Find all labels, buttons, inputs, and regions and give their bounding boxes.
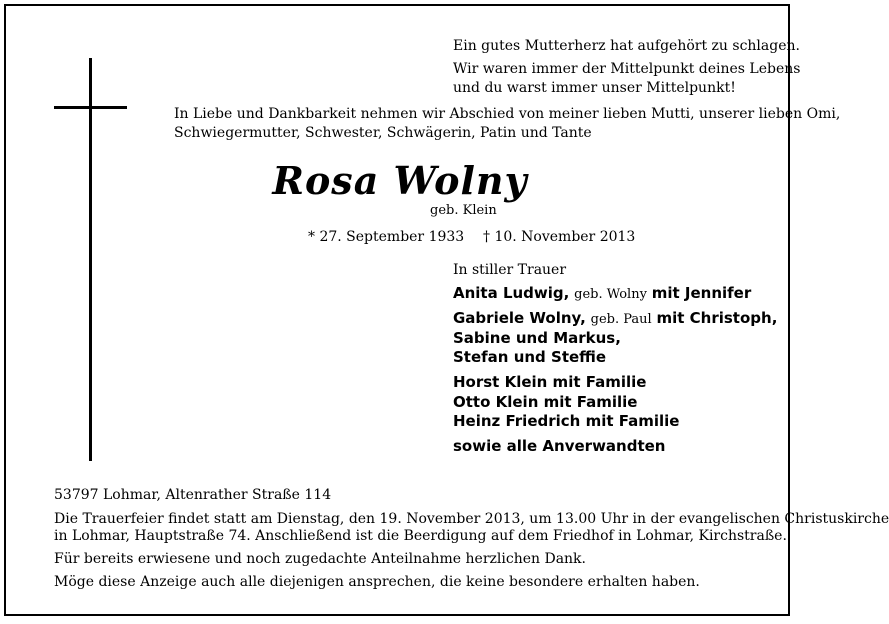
cross-icon: [89, 58, 92, 461]
mourner-gabriele: [453, 308, 777, 330]
mourner-relatives: sowie alle Anverwandten: [453, 437, 666, 455]
mourner-anita-name: Anita Ludwig,: [453, 284, 570, 302]
mourner-horst: Horst Klein mit Familie: [453, 373, 647, 391]
mourner-otto: Otto Klein mit Familie: [453, 393, 638, 411]
farewell-line-2: Schwiegermutter, Schwester, Schwägerin, Patin und Tante: [174, 125, 592, 141]
mourners-intro: In stiller Trauer: [453, 262, 567, 278]
birth-date: * 27. September 1933: [308, 229, 465, 245]
deceased-name: Rosa Wolny: [272, 158, 528, 203]
mourner-anita: [453, 283, 751, 305]
mourner-gabriele-line-3: Stefan und Steffie: [453, 348, 607, 366]
address: 53797 Lohmar, Altenrather Straße 114: [54, 487, 332, 503]
note-text: Möge diese Anzeige auch alle diejenigen ansprechen, die keine besondere erhalten haben.: [54, 574, 700, 590]
quote-line-2: Wir waren immer der Mittelpunkt deines Lebens: [453, 61, 801, 77]
service-line-1: Die Trauerfeier findet statt am Dienstag, den 19. November 2013, um 13.00 Uhr in der evangelischen Christuskirche: [54, 511, 889, 527]
death-date: † 10. November 2013: [483, 229, 636, 245]
quote-line-3: und du warst immer unser Mittelpunkt!: [453, 80, 736, 96]
thanks-text: Für bereits erwiesene und noch zugedachte Anteilnahme herzlichen Dank.: [54, 551, 586, 567]
mourner-gabriele-maiden: geb. Paul: [590, 312, 652, 327]
farewell-line-1: In Liebe und Dankbarkeit nehmen wir Abschied von meiner lieben Mutti, unserer lieben Omi,: [174, 106, 841, 122]
mourner-heinz: Heinz Friedrich mit Familie: [453, 412, 680, 430]
mourner-anita-with: mit Jennifer: [651, 284, 752, 302]
mourner-anita-maiden: geb. Wolny: [574, 287, 647, 302]
cross-icon-bar: [54, 106, 127, 109]
service-line-2: in Lohmar, Hauptstraße 74. Anschließend ist die Beerdigung auf dem Friedhof in Lohmar, Kirchstraße.: [54, 528, 787, 544]
mourner-gabriele-name: Gabriele Wolny,: [453, 309, 586, 327]
maiden-name: geb. Klein: [430, 203, 497, 218]
mourner-gabriele-line-2: Sabine und Markus,: [453, 329, 621, 347]
mourner-gabriele-with: mit Christoph,: [656, 309, 778, 327]
quote-line-1: Ein gutes Mutterherz hat aufgehört zu schlagen.: [453, 38, 800, 54]
